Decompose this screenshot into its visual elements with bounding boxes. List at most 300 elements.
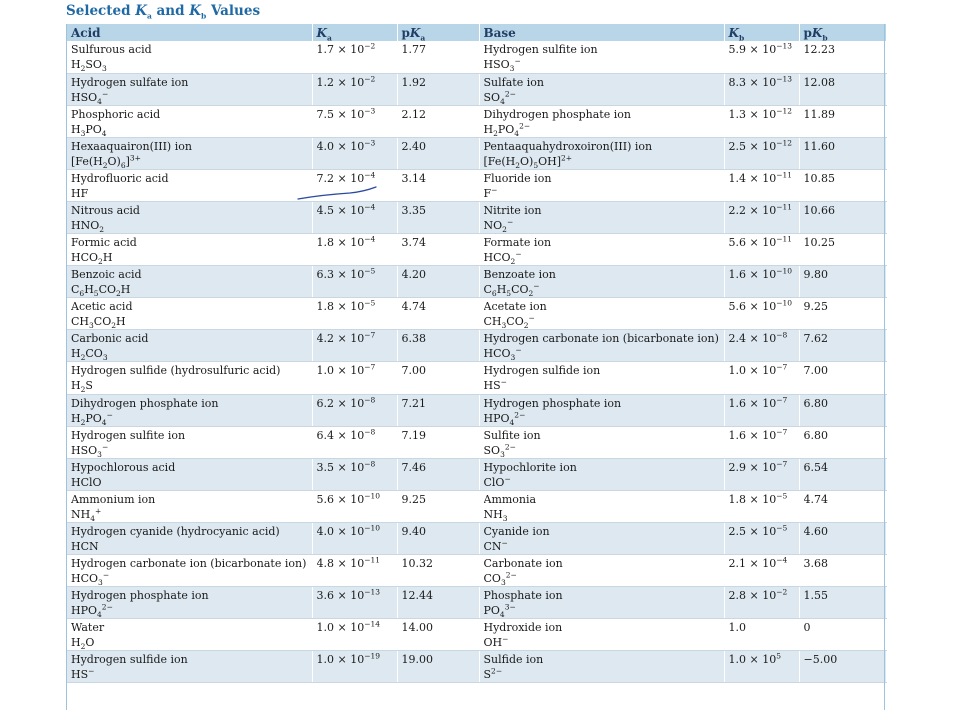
base-cell-name: Carbonate ion <box>483 557 563 570</box>
base-cell <box>479 41 724 73</box>
kb-cell-name: $1.8 \times 10^{-5}$ <box>728 491 788 506</box>
ka-cell <box>312 394 397 426</box>
acid-cell-formula: $H_2PO_4^-$ <box>71 410 113 426</box>
acid-cell-name: Hydrogen carbonate ion (bicarbonate ion) <box>71 557 307 570</box>
ka-cell-name: $3.6 \times 10^{-13}$ <box>316 588 381 603</box>
kb-cell-name: $1.6 \times 10^{-7}$ <box>728 395 788 410</box>
kb-cell-name: $2.5 \times 10^{-5}$ <box>728 523 788 538</box>
kb-cell <box>724 137 799 169</box>
ka-cell <box>312 201 397 233</box>
base-cell-name: Hydroxide ion <box>483 621 563 635</box>
pka-cell-name: 7.21 <box>401 396 426 410</box>
pka-cell <box>397 522 479 554</box>
base-cell-name: Ammonia <box>483 492 537 506</box>
table-right-border <box>884 24 885 710</box>
base-cell-formula: HS− <box>483 378 507 393</box>
pkb-cell <box>799 490 886 522</box>
acid-cell-formula: $CH_3CO_2H$ <box>71 315 126 330</box>
pka-cell <box>397 426 479 458</box>
pkb-cell <box>799 619 886 651</box>
table-row <box>67 555 886 587</box>
ka-cell <box>312 490 397 522</box>
kb-cell-name: $2.1 \times 10^{-4}$ <box>728 556 788 570</box>
base-cell-name: Benzoate ion <box>483 268 556 282</box>
pkb-cell <box>799 201 886 233</box>
pkb-cell-name: 11.89 <box>803 107 835 121</box>
kb-cell-name: $1.6 \times 10^{-10}$ <box>728 267 793 282</box>
base-cell-name: Sulfate ion <box>483 75 544 89</box>
acid-cell-formula: HS− <box>71 667 95 682</box>
acid-cell-formula: $H_2SO_3$ <box>71 58 107 72</box>
pkb-cell <box>799 458 886 490</box>
pkb-cell <box>799 587 886 619</box>
base-cell-formula: F− <box>483 185 498 200</box>
pka-cell <box>397 234 479 266</box>
kb-cell <box>724 105 799 137</box>
kb-cell-name: $2.8 \times 10^{-2}$ <box>728 588 788 603</box>
ka-cell-name: $6.2 \times 10^{-8}$ <box>316 395 376 410</box>
base-cell <box>479 73 724 105</box>
base-cell <box>479 137 724 169</box>
pkb-cell <box>799 41 886 73</box>
base-cell <box>479 105 724 137</box>
base-cell-formula: ClO− <box>483 474 511 489</box>
ka-cell-name: $4.2 \times 10^{-7}$ <box>316 331 376 346</box>
ka-cell-name: $3.5 \times 10^{-8}$ <box>316 459 376 474</box>
pkb-cell-name: 3.68 <box>803 557 828 570</box>
pka-cell <box>397 137 479 169</box>
acid-cell <box>67 555 312 587</box>
kb-cell <box>724 522 799 554</box>
pkb-cell <box>799 426 886 458</box>
base-cell-name: Formate ion <box>483 236 552 250</box>
table-title: Selected $K_a$ and $K_b$ Values <box>66 3 261 21</box>
pkb-cell <box>799 266 886 298</box>
table-row <box>67 298 886 330</box>
table-row <box>67 201 886 233</box>
pkb-cell <box>799 137 886 169</box>
base-cell <box>479 298 724 330</box>
base-cell-name: Acetate ion <box>483 300 547 314</box>
acid-cell-name: Water <box>71 621 105 635</box>
pkb-cell <box>799 555 886 587</box>
pkb-cell <box>799 298 886 330</box>
ka-cell <box>312 266 397 298</box>
kb-cell <box>724 330 799 362</box>
pka-cell <box>397 619 479 651</box>
base-cell-formula: $NO_2^-$ <box>483 217 514 233</box>
ka-cell <box>312 651 397 683</box>
header-base: Base <box>479 24 724 41</box>
ka-cell <box>312 522 397 554</box>
table-row <box>67 105 886 137</box>
acid-cell-name: Hydrogen sulfate ion <box>71 75 189 89</box>
pka-cell-name: 2.40 <box>401 139 426 153</box>
acid-cell-name: Hypochlorous acid <box>71 460 176 474</box>
kb-cell <box>724 651 799 683</box>
pka-cell-name: 3.74 <box>401 236 426 250</box>
base-cell-name: Cyanide ion <box>483 524 550 538</box>
acid-cell-formula: $H_3PO_4$ <box>71 122 107 137</box>
ka-cell-name: $4.0 \times 10^{-10}$ <box>316 523 381 538</box>
pkb-cell <box>799 73 886 105</box>
pka-cell <box>397 458 479 490</box>
pka-cell-name: 14.00 <box>401 621 433 635</box>
ka-cell <box>312 169 397 201</box>
table-row <box>67 458 886 490</box>
pka-cell <box>397 169 479 201</box>
ka-cell <box>312 73 397 105</box>
acid-cell-name: Formic acid <box>71 236 137 250</box>
pkb-cell <box>799 330 886 362</box>
ka-kb-table <box>67 24 887 683</box>
acid-cell-name: Hydrogen cyanide (hydrocyanic acid) <box>71 524 280 538</box>
acid-cell-name: Hexaaquairon(III) ion <box>71 139 192 153</box>
table-row <box>67 426 886 458</box>
pkb-cell <box>799 522 886 554</box>
ka-cell-name: $7.5 \times 10^{-3}$ <box>316 106 376 121</box>
table-row <box>67 619 886 651</box>
pka-cell-name: 3.14 <box>401 171 426 185</box>
kb-cell-name: $2.2 \times 10^{-11}$ <box>728 202 793 217</box>
base-cell <box>479 234 724 266</box>
base-cell <box>479 458 724 490</box>
base-cell-name: Fluoride ion <box>483 171 552 185</box>
pka-cell <box>397 105 479 137</box>
pkb-cell-name: 10.66 <box>803 203 835 217</box>
table-row <box>67 522 886 554</box>
acid-cell <box>67 73 312 105</box>
base-cell <box>479 201 724 233</box>
base-cell-formula: $SO_3^{2-}$ <box>483 442 516 458</box>
pka-cell <box>397 266 479 298</box>
ka-cell <box>312 555 397 587</box>
kb-cell <box>724 490 799 522</box>
ka-cell <box>312 426 397 458</box>
pka-cell-name: 2.12 <box>401 107 426 121</box>
ka-cell-name: $5.6 \times 10^{-10}$ <box>316 491 381 506</box>
pkb-cell-name: 12.08 <box>803 75 835 89</box>
acid-cell-formula: $NH_4^+$ <box>71 506 102 522</box>
table-row <box>67 362 886 394</box>
base-cell-formula: $S^{2-}$ <box>483 667 503 682</box>
kb-cell <box>724 426 799 458</box>
ka-cell <box>312 41 397 73</box>
pka-cell-name: 1.92 <box>401 75 426 89</box>
acid-cell-name: Hydrogen sulfite ion <box>71 428 186 442</box>
ka-cell <box>312 234 397 266</box>
kb-cell-name: $5.6 \times 10^{-10}$ <box>728 299 793 314</box>
header-pka: $pK_a$ <box>397 24 479 41</box>
base-cell <box>479 587 724 619</box>
acid-cell <box>67 105 312 137</box>
base-cell <box>479 555 724 587</box>
kb-cell-name: $2.4 \times 10^{-8}$ <box>728 331 788 346</box>
acid-cell-formula: HF <box>71 186 89 200</box>
ka-cell <box>312 105 397 137</box>
ka-cell-name: $1.2 \times 10^{-2}$ <box>316 74 376 89</box>
pkb-cell-name: 6.80 <box>803 428 828 442</box>
acid-cell-formula: HClO <box>71 475 102 489</box>
acid-cell-formula: $HNO_2$ <box>71 218 105 233</box>
base-cell <box>479 522 724 554</box>
acid-cell <box>67 619 312 651</box>
pkb-cell-name: 6.54 <box>803 460 828 474</box>
ka-cell-name: $1.8 \times 10^{-5}$ <box>316 299 376 314</box>
ka-cell-name: $1.0 \times 10^{-7}$ <box>316 363 376 378</box>
ka-cell <box>312 458 397 490</box>
base-cell-formula: $SO_4^{2-}$ <box>483 89 516 105</box>
table-row <box>67 73 886 105</box>
base-cell <box>479 490 724 522</box>
header-acid: Acid <box>67 24 312 41</box>
kb-cell <box>724 73 799 105</box>
table-body <box>67 41 886 683</box>
acid-cell <box>67 266 312 298</box>
kb-cell-name: $5.9 \times 10^{-13}$ <box>728 42 793 56</box>
acid-cell-formula: $[Fe(H_2O)_6]^{3+}$ <box>71 153 141 169</box>
base-cell-formula: OH− <box>483 635 509 650</box>
ka-cell-name: $6.4 \times 10^{-8}$ <box>316 427 376 442</box>
table-row <box>67 137 886 169</box>
base-cell-name: Hydrogen phosphate ion <box>483 396 622 410</box>
base-cell-name: Sulfide ion <box>483 653 544 667</box>
acid-cell-name: Carbonic acid <box>71 332 149 346</box>
acid-cell <box>67 426 312 458</box>
pka-cell-name: 9.40 <box>401 524 426 538</box>
acid-cell <box>67 137 312 169</box>
pkb-cell <box>799 234 886 266</box>
pka-cell <box>397 330 479 362</box>
acid-cell <box>67 298 312 330</box>
pka-cell-name: 12.44 <box>401 589 433 603</box>
acid-cell <box>67 651 312 683</box>
pkb-cell-name: 11.60 <box>803 139 835 153</box>
base-cell <box>479 426 724 458</box>
base-cell <box>479 619 724 651</box>
acid-cell-formula: $HPO_4^{2-}$ <box>71 603 113 619</box>
base-cell-name: Hydrogen sulfide ion <box>483 364 601 378</box>
base-cell-name: Pentaaquahydroxoiron(III) ion <box>483 139 653 153</box>
pkb-cell <box>799 105 886 137</box>
pka-cell <box>397 651 479 683</box>
acid-cell-formula: $C_6H_5CO_2H$ <box>71 283 131 298</box>
ka-cell-name: $4.5 \times 10^{-4}$ <box>316 202 376 217</box>
header-ka: $K_a$ <box>312 24 397 41</box>
acid-cell <box>67 394 312 426</box>
pkb-cell-name: 9.80 <box>803 268 828 282</box>
table-row <box>67 41 886 73</box>
ka-cell <box>312 619 397 651</box>
acid-cell-formula: $H_2S$ <box>71 379 93 394</box>
header-kb: $K_b$ <box>724 24 799 41</box>
kb-cell-name: $1.3 \times 10^{-12}$ <box>728 106 793 121</box>
header-pkb: $pK_b$ <box>799 24 886 41</box>
acid-cell-name: Nitrous acid <box>71 203 140 217</box>
acid-cell <box>67 587 312 619</box>
acid-cell-name: Hydrogen phosphate ion <box>71 589 209 603</box>
kb-cell <box>724 266 799 298</box>
table-row <box>67 330 886 362</box>
base-cell-formula: $HSO_3^-$ <box>483 57 521 72</box>
acid-cell-name: Ammonium ion <box>71 492 156 506</box>
pka-cell-name: 7.00 <box>401 364 426 378</box>
kb-cell <box>724 619 799 651</box>
acid-cell-name: Benzoic acid <box>71 268 142 282</box>
acid-cell-name: Hydrogen sulfide ion <box>71 653 188 667</box>
acid-cell-formula: $HCO_2H$ <box>71 251 113 266</box>
acid-cell-formula: HCN <box>71 539 99 553</box>
pkb-cell-name: −5.00 <box>803 653 838 667</box>
pka-cell-name: 19.00 <box>401 653 433 667</box>
base-cell-formula: $HCO_2^-$ <box>483 250 522 266</box>
kb-cell <box>724 362 799 394</box>
acid-cell <box>67 41 312 73</box>
pka-cell <box>397 555 479 587</box>
pka-cell-name: 7.19 <box>401 428 426 442</box>
acid-cell-name: Acetic acid <box>71 300 133 314</box>
pkb-cell <box>799 169 886 201</box>
pka-cell-name: 6.38 <box>401 332 426 346</box>
pkb-cell-name: 9.25 <box>803 300 828 314</box>
table-row <box>67 169 886 201</box>
acid-cell-name: Hydrofluoric acid <box>71 171 169 185</box>
base-cell-name: Sulfite ion <box>483 428 541 442</box>
acid-cell-formula: $H_2O$ <box>71 636 95 651</box>
acid-cell <box>67 458 312 490</box>
ka-cell-name: $1.0 \times 10^{-14}$ <box>316 620 381 635</box>
acid-cell <box>67 201 312 233</box>
base-cell <box>479 266 724 298</box>
acid-cell-name: Sulfurous acid <box>71 43 152 56</box>
pkb-cell-name: 12.23 <box>803 43 835 56</box>
base-cell-name: Hydrogen sulfite ion <box>483 43 598 56</box>
ka-cell <box>312 330 397 362</box>
pka-cell-name: 10.32 <box>401 557 433 570</box>
table-row <box>67 394 886 426</box>
kb-cell-name: $8.3 \times 10^{-13}$ <box>728 74 793 89</box>
ka-cell <box>312 587 397 619</box>
kb-cell <box>724 458 799 490</box>
pka-cell <box>397 73 479 105</box>
ka-cell <box>312 137 397 169</box>
pka-cell <box>397 394 479 426</box>
kb-cell-name: $2.5 \times 10^{-12}$ <box>728 138 793 153</box>
pkb-cell-name: 10.85 <box>803 171 835 185</box>
pkb-cell-name: 1.55 <box>803 589 828 603</box>
base-cell-formula: $HCO_3^-$ <box>483 346 522 362</box>
pkb-cell-name: 4.74 <box>803 492 828 506</box>
acid-cell <box>67 330 312 362</box>
pkb-cell-name: 6.80 <box>803 396 828 410</box>
base-cell-formula: $CO_3^{2-}$ <box>483 571 517 586</box>
pka-cell <box>397 41 479 73</box>
pka-cell-name: 1.77 <box>401 43 426 56</box>
base-cell-formula: $PO_4^{3-}$ <box>483 603 516 619</box>
pka-cell <box>397 201 479 233</box>
pkb-cell-name: 10.25 <box>803 236 835 250</box>
acid-cell-formula: $H_2CO_3$ <box>71 347 108 362</box>
kb-cell-name: $1.4 \times 10^{-11}$ <box>728 170 793 185</box>
table-row <box>67 490 886 522</box>
base-cell <box>479 394 724 426</box>
base-cell-name: Nitrite ion <box>483 203 542 217</box>
base-cell <box>479 330 724 362</box>
pka-cell <box>397 490 479 522</box>
pka-cell-name: 7.46 <box>401 460 426 474</box>
base-cell-formula: $CH_3CO_2^-$ <box>483 314 535 330</box>
kb-cell <box>724 298 799 330</box>
pkb-cell <box>799 394 886 426</box>
table-row <box>67 266 886 298</box>
pka-cell <box>397 587 479 619</box>
base-cell-name: Dihydrogen phosphate ion <box>483 107 631 121</box>
acid-cell-formula: $HSO_3^-$ <box>71 442 109 458</box>
header-row <box>67 24 886 41</box>
ka-cell-name: $4.8 \times 10^{-11}$ <box>316 556 381 570</box>
base-cell <box>479 169 724 201</box>
kb-cell <box>724 234 799 266</box>
ka-cell-name: $4.0 \times 10^{-3}$ <box>316 138 376 153</box>
kb-cell <box>724 555 799 587</box>
base-cell-formula: CN− <box>483 538 508 553</box>
table-row <box>67 234 886 266</box>
pkb-cell-name: 7.62 <box>803 332 828 346</box>
base-cell-formula: $[Fe(H_2O)_5OH]^{2+}$ <box>483 153 573 169</box>
base-cell-name: Hypochlorite ion <box>483 460 577 474</box>
kb-cell-name: $2.9 \times 10^{-7}$ <box>728 459 788 474</box>
kb-cell <box>724 169 799 201</box>
ka-cell <box>312 298 397 330</box>
table-row <box>67 587 886 619</box>
base-cell <box>479 362 724 394</box>
pka-cell <box>397 298 479 330</box>
pka-cell-name: 4.20 <box>401 268 426 282</box>
kb-cell <box>724 41 799 73</box>
pka-cell-name: 9.25 <box>401 492 426 506</box>
acid-cell <box>67 234 312 266</box>
acid-cell-name: Phosphoric acid <box>71 107 161 121</box>
pkb-cell-name: 0 <box>803 621 811 635</box>
base-cell-formula: $C_6H_5CO_2^-$ <box>483 282 540 298</box>
ka-cell-name: $1.7 \times 10^{-2}$ <box>316 42 376 56</box>
kb-cell <box>724 587 799 619</box>
pkb-cell <box>799 651 886 683</box>
ka-cell-name: $7.2 \times 10^{-4}$ <box>316 170 376 185</box>
acid-cell <box>67 169 312 201</box>
base-cell <box>479 651 724 683</box>
pkb-cell-name: 7.00 <box>803 364 828 378</box>
acid-cell-name: Dihydrogen phosphate ion <box>71 396 219 410</box>
pka-cell-name: 3.35 <box>401 203 426 217</box>
acid-cell-name: Hydrogen sulfide (hydrosulfuric acid) <box>71 364 281 378</box>
kb-cell-name: 1.0 <box>728 621 746 635</box>
base-cell-formula: $NH_3$ <box>483 507 508 522</box>
base-cell-name: Phosphate ion <box>483 589 563 603</box>
acid-cell-formula: $HSO_4^-$ <box>71 89 109 105</box>
acid-cell <box>67 490 312 522</box>
pka-cell-name: 4.74 <box>401 300 426 314</box>
base-cell-formula: $H_2PO_4^{2-}$ <box>483 121 531 137</box>
pkb-cell-name: 4.60 <box>803 524 828 538</box>
pkb-cell <box>799 362 886 394</box>
kb-cell-name: $1.6 \times 10^{-7}$ <box>728 427 788 442</box>
ka-cell-name: $1.0 \times 10^{-19}$ <box>316 652 381 667</box>
kb-cell-name: $5.6 \times 10^{-11}$ <box>728 235 793 250</box>
table-row <box>67 651 886 683</box>
pka-cell <box>397 362 479 394</box>
ka-cell-name: $1.8 \times 10^{-4}$ <box>316 235 376 250</box>
